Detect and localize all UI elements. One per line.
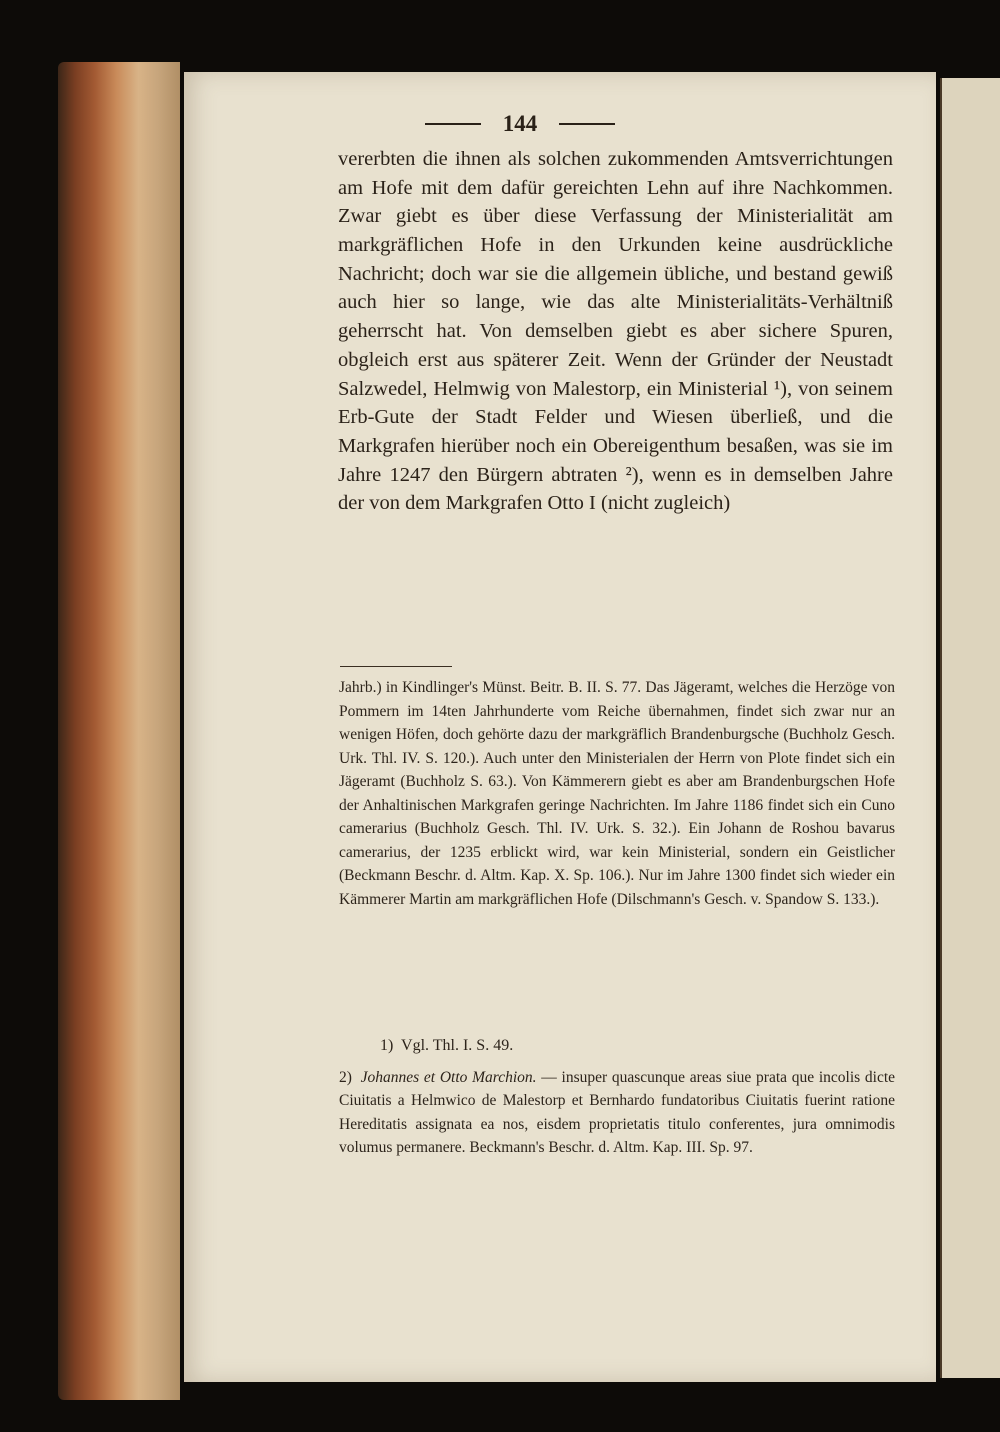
footnote-1-number: 1): [380, 1037, 394, 1054]
book-page-edges: [58, 62, 180, 1400]
footnote-2-text: — insuper quascunque areas siue prata que incolis dicte Ciuitatis a Helmwico de Malestorp et Bernhardo fundatoribus Ciuitatis fuerint ratione Hereditatis assignata ea nos, eisdem proprietatis titulo conferentes, jura omnimodis volumus permanere. Beckmann's Beschr. d. Altm. Kap. III. Sp. 97.: [339, 1069, 896, 1156]
main-body-text: vererbten die ihnen als solchen zukommenden Amtsverrichtungen am Hofe mit dem dafür gereichten Lehn auf ihre Nachkommen. Zwar giebt es über diese Verfassung der Ministerialität am markgräflichen Hofe in den Urkunden keine ausdrückliche Nachricht; doch war sie die allgemein übliche, und bestand gewiß auch hier so lange, wie das alte Ministerialitäts-Verhältniß geherrscht hat. Von demselben giebt es aber sichere Spuren, obgleich erst aus späterer Zeit. Wenn der Gründer der Neustadt Salzwedel, Helmwig von Malestorp, ein Ministerial ¹), von seinem Erb-Gute der Stadt Felder und Wiesen überließ, und die Markgrafen hierüber noch ein Obereigenthum besaßen, was sie im Jahre 1247 den Bürgern abtraten ²), wenn es in demselben Jahre der von dem Markgrafen Otto I (nicht zugleich): [338, 148, 893, 515]
page-header: [335, 110, 705, 138]
footnote-2-italic-lead: Johannes et Otto Marchion.: [360, 1069, 537, 1086]
header-dash-left: [425, 123, 481, 125]
footnote-2: [339, 1066, 895, 1159]
page-number: 144: [502, 111, 538, 136]
facing-page-edge: [940, 78, 1000, 1378]
footnote-1-text: Vgl. Thl. I. S. 49.: [401, 1037, 514, 1054]
footnote-separator: [340, 666, 452, 667]
header-dash-right: [559, 123, 615, 125]
footnote-1: [380, 1034, 880, 1058]
footnote-continuation: Jahrb.) in Kindlinger's Münst. Beitr. B. II. S. 77. Das Jägeramt, welches die Herzöge von Pommern im 14ten Jahrhunderte vom Reiche übernahmen, findet sich zwar nur an wenigen Höfen, doch gehörte dazu der markgräflich Brandenburgsche (Buchholz Gesch. Urk. Thl. IV. S. 120.). Auch unter den Ministerialen der Herrn von Plote findet sich ein Jägeramt (Buchholz S. 63.). Von Kämmerern giebt es aber am Brandenburgschen Hofe der Anhaltinischen Markgrafen geringe Nachrichten. Im Jahre 1186 findet sich ein Cuno camerarius (Buchholz Gesch. Thl. IV. Urk. S. 32.). Ein Johann de Roshou bavarus camerarius, der 1235 erblickt wird, war kein Ministerial, sondern ein Geistlicher (Beckmann Beschr. d. Altm. Kap. X. Sp. 106.). Nur im Jahre 1300 findet sich wieder ein Kämmerer Martin am markgräflichen Hofe (Dilschmann's Gesch. v. Spandow S. 133.).: [339, 679, 895, 908]
footnote-2-number: 2): [339, 1069, 352, 1086]
